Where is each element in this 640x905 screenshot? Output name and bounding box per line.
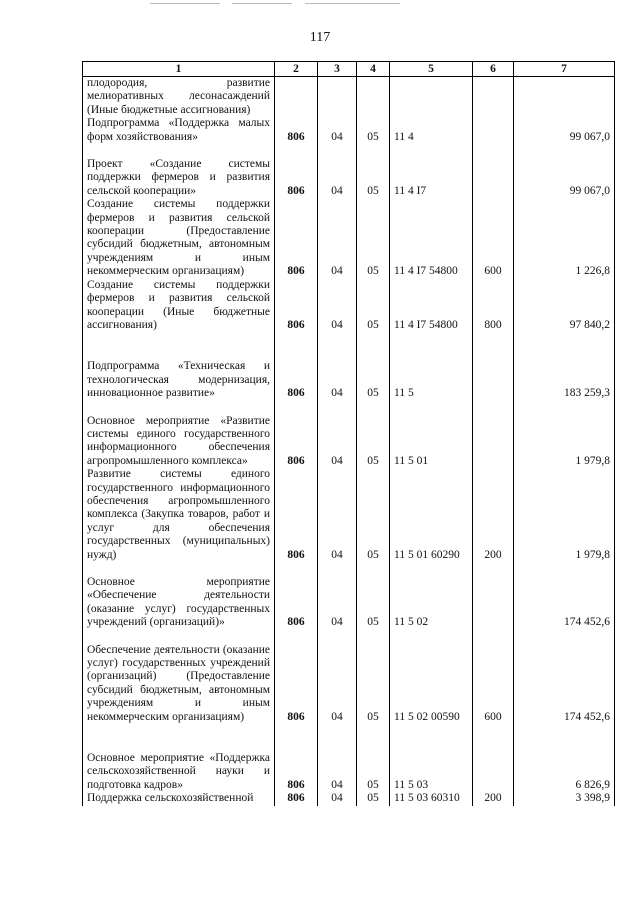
- row-name-cell: Создание системы поддержки фермеров и развития сельской кооперации (Иные бюджетные ассигнования): [83, 279, 275, 333]
- expense-type-cell: 600: [473, 198, 514, 278]
- expense-type-cell: 200: [473, 468, 514, 562]
- target-article-cell: 11 5 01 60290: [390, 468, 473, 562]
- amount-cell: 1 226,8: [514, 198, 615, 278]
- spacer-cell: [275, 562, 318, 576]
- column-header: 4: [357, 62, 390, 77]
- amount-cell: 99 067,0: [514, 117, 615, 144]
- spacer-cell: [275, 630, 318, 644]
- spacer-row: [83, 724, 615, 752]
- expense-type-cell: [473, 415, 514, 469]
- section-code-cell: 04: [318, 644, 357, 724]
- spacer-cell: [83, 144, 275, 158]
- spacer-cell: [514, 562, 615, 576]
- top-rule-right: [305, 3, 400, 4]
- amount-cell: 183 259,3: [514, 360, 615, 400]
- table-row: [83, 77, 615, 118]
- spacer-cell: [318, 144, 357, 158]
- spacer-cell: [357, 562, 390, 576]
- amount-cell: [514, 77, 615, 118]
- ministry-code-cell: 806: [275, 117, 318, 144]
- row-name-cell: плодородия, развитие мелиоративных лесонасаждений (Иные бюджетные ассигнования): [83, 77, 275, 118]
- section-code-cell: 04: [318, 576, 357, 630]
- spacer-cell: [514, 724, 615, 752]
- column-header: 3: [318, 62, 357, 77]
- section-code-cell: 04: [318, 360, 357, 400]
- table-row: [83, 198, 615, 278]
- expense-type-cell: [473, 576, 514, 630]
- section-code-cell: 04: [318, 117, 357, 144]
- spacer-cell: [473, 724, 514, 752]
- column-header: 1: [83, 62, 275, 77]
- spacer-cell: [357, 144, 390, 158]
- spacer-cell: [357, 724, 390, 752]
- spacer-cell: [390, 630, 473, 644]
- subsection-code-cell: 05: [357, 415, 390, 469]
- amount-cell: 174 452,6: [514, 644, 615, 724]
- spacer-cell: [514, 630, 615, 644]
- table-row: [83, 415, 615, 469]
- page-number: 117: [309, 30, 331, 45]
- spacer-cell: [357, 630, 390, 644]
- ministry-code-cell: 806: [275, 198, 318, 278]
- table-row: [83, 360, 615, 400]
- table-row: [83, 117, 615, 144]
- ministry-code-cell: 806: [275, 576, 318, 630]
- section-code-cell: [318, 77, 357, 118]
- expense-type-cell: [473, 360, 514, 400]
- spacer-cell: [514, 332, 615, 360]
- row-name-cell: Проект «Создание системы поддержки фермеров и развития сельской кооперации»: [83, 158, 275, 198]
- subsection-code-cell: 05: [357, 198, 390, 278]
- spacer-cell: [275, 332, 318, 360]
- subsection-code-cell: 05: [357, 752, 390, 792]
- row-name-cell: Поддержка сельскохозяйственной: [83, 792, 275, 805]
- ministry-code-cell: 806: [275, 752, 318, 792]
- row-name-cell: Подпрограмма «Поддержка малых форм хозяйствования»: [83, 117, 275, 144]
- spacer-cell: [473, 562, 514, 576]
- target-article-cell: 11 4 I7 54800: [390, 279, 473, 333]
- ministry-code-cell: 806: [275, 644, 318, 724]
- table-row: [83, 158, 615, 198]
- spacer-cell: [390, 562, 473, 576]
- ministry-code-cell: 806: [275, 792, 318, 805]
- spacer-cell: [83, 401, 275, 415]
- section-code-cell: 04: [318, 468, 357, 562]
- spacer-row: [83, 332, 615, 360]
- section-code-cell: 04: [318, 792, 357, 805]
- target-article-cell: 11 5 02 00590: [390, 644, 473, 724]
- section-code-cell: 04: [318, 279, 357, 333]
- ministry-code-cell: [275, 77, 318, 118]
- spacer-cell: [473, 401, 514, 415]
- ministry-code-cell: 806: [275, 279, 318, 333]
- spacer-row: [83, 562, 615, 576]
- expense-type-cell: 600: [473, 644, 514, 724]
- column-header: 5: [390, 62, 473, 77]
- subsection-code-cell: 05: [357, 117, 390, 144]
- spacer-cell: [83, 724, 275, 752]
- row-name-cell: Обеспечение деятельности (оказание услуг) государственных учреждений (организаций) (Предоставление субсидий бюджетным, автономным учреждениям и иным некоммерческим организациям): [83, 644, 275, 724]
- top-rule-left: [150, 3, 220, 4]
- spacer-cell: [473, 630, 514, 644]
- spacer-row: [83, 401, 615, 415]
- expense-type-cell: [473, 117, 514, 144]
- spacer-cell: [275, 144, 318, 158]
- amount-cell: 99 067,0: [514, 158, 615, 198]
- table-header-row: [83, 62, 615, 77]
- row-name-cell: Основное мероприятие «Обеспечение деятельности (оказание услуг) государственных учреждений (организаций)»: [83, 576, 275, 630]
- spacer-cell: [390, 332, 473, 360]
- table-body: [83, 77, 615, 806]
- expense-type-cell: [473, 77, 514, 118]
- subsection-code-cell: [357, 77, 390, 118]
- ministry-code-cell: 806: [275, 158, 318, 198]
- target-article-cell: 11 5 01: [390, 415, 473, 469]
- target-article-cell: 11 5 03 60310: [390, 792, 473, 805]
- spacer-cell: [83, 562, 275, 576]
- spacer-cell: [275, 724, 318, 752]
- row-name-cell: Основное мероприятие «Развитие системы единого государственного информационного обеспечения агропромышленного комплекса»: [83, 415, 275, 469]
- subsection-code-cell: 05: [357, 792, 390, 805]
- table-row: [83, 576, 615, 630]
- expense-type-cell: 800: [473, 279, 514, 333]
- expense-type-cell: [473, 158, 514, 198]
- top-rule-middle: [232, 3, 292, 4]
- subsection-code-cell: 05: [357, 158, 390, 198]
- section-code-cell: 04: [318, 198, 357, 278]
- column-header: 6: [473, 62, 514, 77]
- section-code-cell: 04: [318, 415, 357, 469]
- subsection-code-cell: 05: [357, 576, 390, 630]
- spacer-cell: [390, 401, 473, 415]
- ministry-code-cell: 806: [275, 360, 318, 400]
- subsection-code-cell: 05: [357, 360, 390, 400]
- amount-cell: 174 452,6: [514, 576, 615, 630]
- ministry-code-cell: 806: [275, 415, 318, 469]
- amount-cell: 1 979,8: [514, 468, 615, 562]
- table-row: [83, 792, 615, 805]
- spacer-cell: [514, 401, 615, 415]
- subsection-code-cell: 05: [357, 468, 390, 562]
- spacer-row: [83, 144, 615, 158]
- column-header: 2: [275, 62, 318, 77]
- target-article-cell: 11 5: [390, 360, 473, 400]
- row-name-cell: Создание системы поддержки фермеров и развития сельской кооперации (Предоставление субсидий бюджетным, автономным учреждениям и иным некоммерческим организациям): [83, 198, 275, 278]
- spacer-row: [83, 630, 615, 644]
- table-row: [83, 644, 615, 724]
- row-name-cell: Подпрограмма «Техническая и технологическая модернизация, инновационное развитие»: [83, 360, 275, 400]
- spacer-cell: [275, 401, 318, 415]
- ministry-code-cell: 806: [275, 468, 318, 562]
- spacer-cell: [357, 332, 390, 360]
- table-row: [83, 279, 615, 333]
- subsection-code-cell: 05: [357, 279, 390, 333]
- target-article-cell: 11 5 02: [390, 576, 473, 630]
- row-name-cell: Развитие системы единого государственного информационного обеспечения агропромышленного комплекса (Закупка товаров, работ и услуг для обеспечения государственных (муниципальных) нужд): [83, 468, 275, 562]
- spacer-cell: [473, 332, 514, 360]
- spacer-cell: [83, 630, 275, 644]
- spacer-cell: [318, 724, 357, 752]
- row-name-cell: Основное мероприятие «Поддержка сельскохозяйственной науки и подготовка кадров»: [83, 752, 275, 792]
- amount-cell: 1 979,8: [514, 415, 615, 469]
- budget-table: [82, 61, 615, 806]
- target-article-cell: 11 5 03: [390, 752, 473, 792]
- expense-type-cell: 200: [473, 792, 514, 805]
- amount-cell: 97 840,2: [514, 279, 615, 333]
- amount-cell: 3 398,9: [514, 792, 615, 805]
- spacer-cell: [318, 630, 357, 644]
- section-code-cell: 04: [318, 752, 357, 792]
- target-article-cell: [390, 77, 473, 118]
- table-row: [83, 752, 615, 792]
- expense-type-cell: [473, 752, 514, 792]
- amount-cell: 6 826,9: [514, 752, 615, 792]
- target-article-cell: 11 4 I7: [390, 158, 473, 198]
- target-article-cell: 11 4 I7 54800: [390, 198, 473, 278]
- spacer-cell: [318, 332, 357, 360]
- table-row: [83, 468, 615, 562]
- subsection-code-cell: 05: [357, 644, 390, 724]
- section-code-cell: 04: [318, 158, 357, 198]
- target-article-cell: 11 4: [390, 117, 473, 144]
- spacer-cell: [390, 724, 473, 752]
- spacer-cell: [318, 401, 357, 415]
- spacer-cell: [357, 401, 390, 415]
- spacer-cell: [514, 144, 615, 158]
- spacer-cell: [473, 144, 514, 158]
- spacer-cell: [318, 562, 357, 576]
- column-header: 7: [514, 62, 615, 77]
- spacer-cell: [83, 332, 275, 360]
- spacer-cell: [390, 144, 473, 158]
